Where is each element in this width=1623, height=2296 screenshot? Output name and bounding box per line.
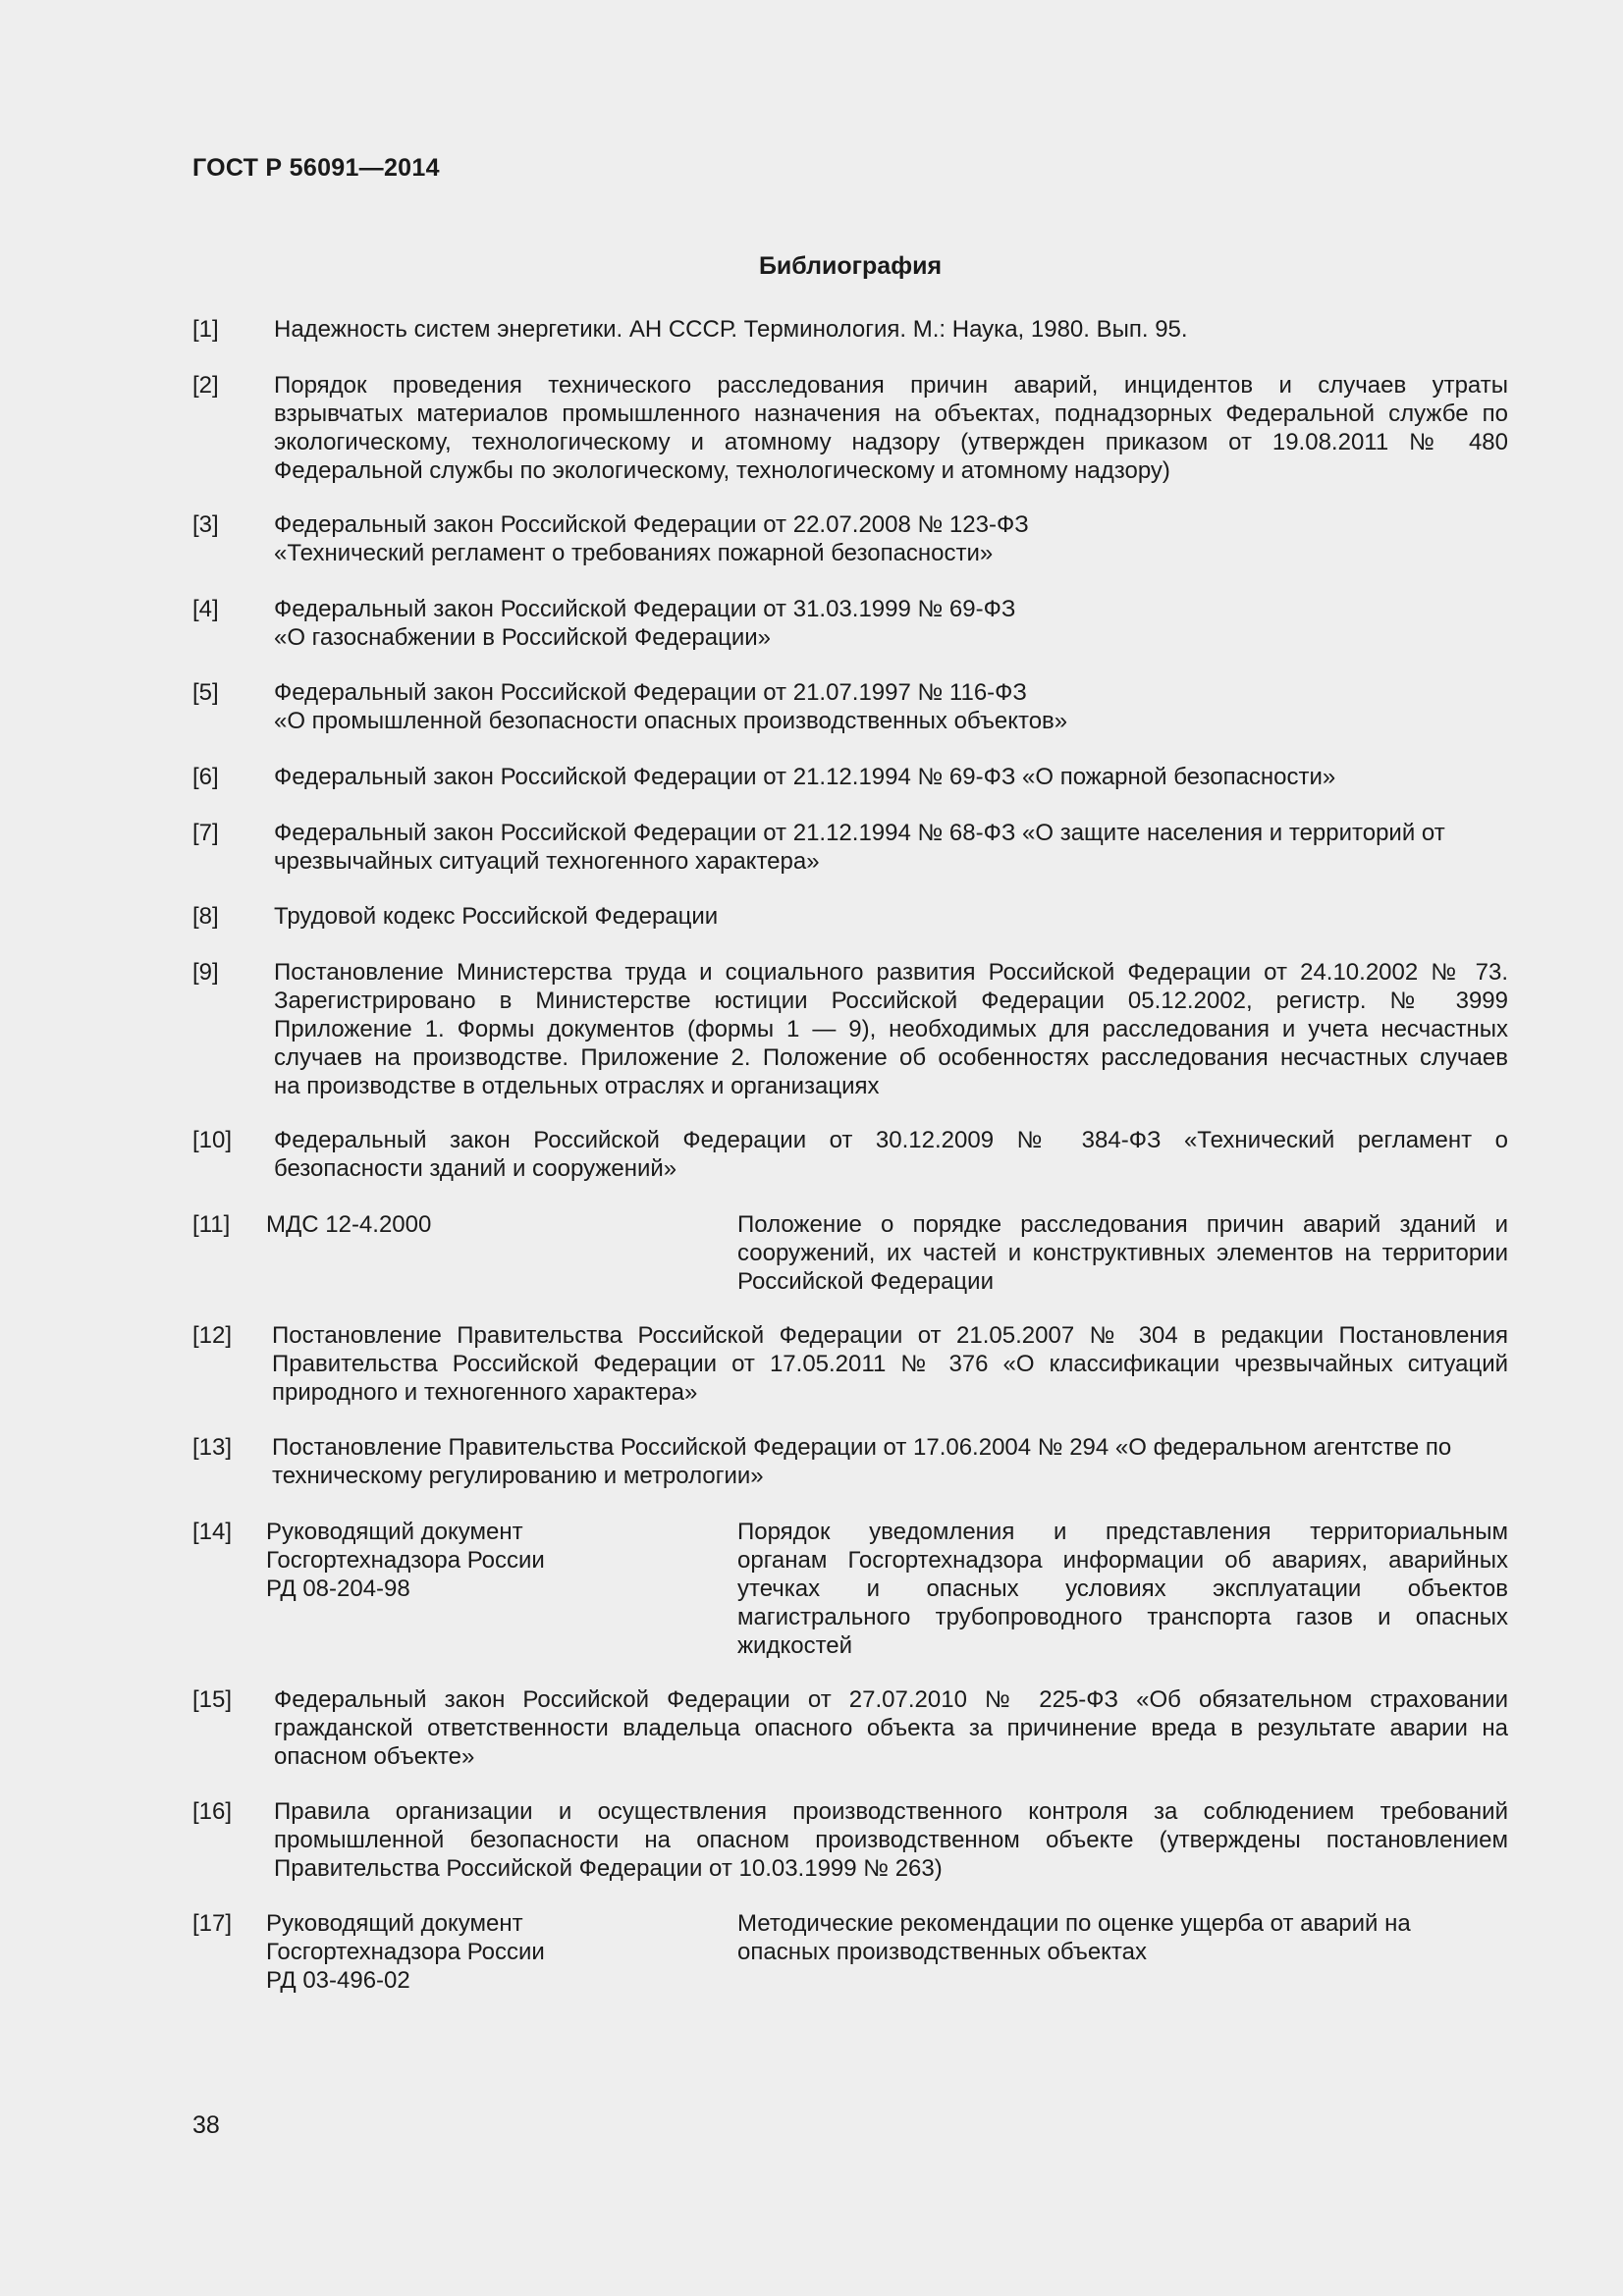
entry-text — [274, 902, 1508, 931]
page-number: 38 — [192, 2111, 220, 2139]
title-line: Российской Федерации — [737, 1268, 994, 1295]
entry-text-line: гражданской ответственности владельца опасного объекта за причинение вреда в результате аварии на — [274, 1715, 1508, 1741]
entry-number: [13] — [192, 1434, 233, 1461]
entry-text-line: Правительства Российской Федерации от 17.05.2011 № 376 «О классификации чрезвычайных ситуаций — [272, 1351, 1508, 1377]
designation-line: РД 03-496-02 — [266, 1967, 410, 1994]
designation-line: Госгортехнадзора России — [266, 1939, 545, 1965]
entry-text — [274, 371, 1508, 485]
title-line: опасных производственных объектах — [737, 1939, 1147, 1965]
entry-number: [4] — [192, 596, 219, 622]
designation-line: Руководящий документ — [266, 1519, 523, 1545]
entry-number: [5] — [192, 679, 219, 706]
entry-text-line: Надежность систем энергетики. АН СССР. Терминология. М.: Наука, 1980. Вып. 95. — [274, 316, 1188, 343]
entry-number: [16] — [192, 1798, 233, 1825]
title-line: органам Госгортехнадзора информации об авариях, аварийных — [737, 1547, 1508, 1574]
entry-text-line: «Технический регламент о требованиях пожарной безопасности» — [274, 540, 994, 566]
entry-document-designation — [266, 1210, 708, 1239]
entry-text — [272, 1321, 1508, 1407]
entry-number: [12] — [192, 1322, 233, 1349]
title-line: жидкостей — [737, 1632, 853, 1659]
entry-text-line: Федеральный закон Российской Федерации от 21.12.1994 № 69-ФЗ «О пожарной безопасности» — [274, 764, 1336, 790]
title-line: Методические рекомендации по оценке ущерба от аварий на — [737, 1910, 1411, 1937]
entry-number: [8] — [192, 903, 219, 930]
entry-text-line: промышленной безопасности на опасном производственном объекте (утверждены постановлением — [274, 1827, 1508, 1853]
entry-text — [274, 595, 1508, 652]
entry-text — [272, 1433, 1508, 1490]
entry-number: [17] — [192, 1910, 233, 1937]
entry-text-line: экологическому, технологическому и атомному надзору (утвержден приказом от 19.08.2011 № 480 — [274, 429, 1508, 455]
entry-text-line: Зарегистрировано в Министерстве юстиции Российской Федерации 05.12.2002, регистр. № 3999 — [274, 988, 1508, 1014]
entry-text-line: «О промышленной безопасности опасных производственных объектов» — [274, 708, 1068, 734]
entry-document-designation — [266, 1909, 708, 1995]
document-code: ГОСТ Р 56091—2014 — [192, 154, 440, 182]
entry-text-line: Постановление Правительства Российской Федерации от 17.06.2004 № 294 «О федеральном агентстве по — [272, 1434, 1452, 1461]
entry-text-line: Трудовой кодекс Российской Федерации — [274, 903, 719, 930]
entry-text-line: Постановление Правительства Российской Федерации от 21.05.2007 № 304 в редакции Постановления — [272, 1322, 1508, 1349]
title-line: Порядок уведомления и представления территориальным — [737, 1519, 1508, 1545]
entry-text-line: Федеральный закон Российской Федерации от 31.03.1999 № 69-ФЗ — [274, 596, 1016, 622]
bibliography-title: Библиография — [758, 252, 943, 280]
entry-number: [1] — [192, 316, 219, 343]
entry-number: [9] — [192, 959, 219, 986]
entry-number: [2] — [192, 372, 219, 399]
entry-number: [14] — [192, 1519, 233, 1545]
entry-text-line: случаев на производстве. Приложение 2. Положение об особенностях расследования несчастных случаев — [274, 1044, 1508, 1071]
entry-number: [3] — [192, 511, 219, 538]
entry-text-line: Федеральный закон Российской Федерации от 27.07.2010 № 225-ФЗ «Об обязательном страховании — [274, 1686, 1508, 1713]
entry-number: [11] — [192, 1211, 231, 1238]
entry-text-line: Федеральный закон Российской Федерации от 30.12.2009 № 384-ФЗ «Технический регламент о — [274, 1127, 1508, 1153]
entry-text — [274, 763, 1508, 791]
entry-text — [274, 958, 1508, 1100]
entry-text-line: взрывчатых материалов промышленного назначения на объектах, поднадзорных Федеральной службе по — [274, 400, 1508, 427]
entry-number: [6] — [192, 764, 219, 790]
designation-line: МДС 12-4.2000 — [266, 1211, 432, 1238]
entry-text — [274, 819, 1508, 876]
entry-text-line: на производстве в отдельных отраслях и организациях — [274, 1073, 880, 1099]
entry-text-line: Федеральный закон Российской Федерации от 21.12.1994 № 68-ФЗ «О защите населения и территорий от — [274, 820, 1445, 846]
entry-document-title — [737, 1518, 1508, 1660]
entry-text-line: Федеральный закон Российской Федерации от 22.07.2008 № 123-ФЗ — [274, 511, 1029, 538]
entry-text — [274, 678, 1508, 735]
designation-line: Госгортехнадзора России — [266, 1547, 545, 1574]
designation-line: РД 08-204-98 — [266, 1575, 410, 1602]
title-line: утечках и опасных условиях эксплуатации объектов — [737, 1575, 1508, 1602]
title-line: сооружений, их частей и конструктивных элементов на территории — [737, 1240, 1508, 1266]
entry-text-line: техническому регулированию и метрологии» — [272, 1463, 764, 1489]
entry-text — [274, 1797, 1508, 1883]
designation-line: Руководящий документ — [266, 1910, 523, 1937]
entry-text-line: опасном объекте» — [274, 1743, 475, 1770]
entry-text-line: Постановление Министерства труда и социального развития Российской Федерации от 24.10.2002 № 73. — [274, 959, 1508, 986]
entry-text-line: Федеральной службы по экологическому, технологическому и атомному надзору) — [274, 457, 1170, 484]
title-line: Положение о порядке расследования причин аварий зданий и — [737, 1211, 1508, 1238]
entry-text-line: Приложение 1. Формы документов (формы 1 — 9), необходимых для расследования и учета несчастных — [274, 1016, 1508, 1042]
entry-text-line: безопасности зданий и сооружений» — [274, 1155, 677, 1182]
entry-text-line: Порядок проведения технического расследования причин аварий, инцидентов и случаев утраты — [274, 372, 1508, 399]
entry-text-line: Правила организации и осуществления производственного контроля за соблюдением требований — [274, 1798, 1508, 1825]
entry-text — [274, 1126, 1508, 1183]
entry-text — [274, 1685, 1508, 1771]
entry-text-line: «О газоснабжении в Российской Федерации» — [274, 624, 772, 651]
entry-document-title — [737, 1909, 1508, 1966]
entry-text — [274, 315, 1508, 344]
entry-text-line: Федеральный закон Российской Федерации от 21.07.1997 № 116-ФЗ — [274, 679, 1027, 706]
entry-text — [274, 510, 1508, 567]
entry-document-designation — [266, 1518, 708, 1603]
entry-number: [7] — [192, 820, 219, 846]
entry-text-line: чрезвычайных ситуаций техногенного характера» — [274, 848, 820, 875]
entry-text-line: Правительства Российской Федерации от 10.03.1999 № 263) — [274, 1855, 943, 1882]
entry-document-title — [737, 1210, 1508, 1296]
title-line: магистрального трубопроводного транспорта газов и опасных — [737, 1604, 1508, 1630]
entry-text-line: природного и техногенного характера» — [272, 1379, 698, 1406]
entry-number: [15] — [192, 1686, 233, 1713]
entry-number: [10] — [192, 1127, 233, 1153]
